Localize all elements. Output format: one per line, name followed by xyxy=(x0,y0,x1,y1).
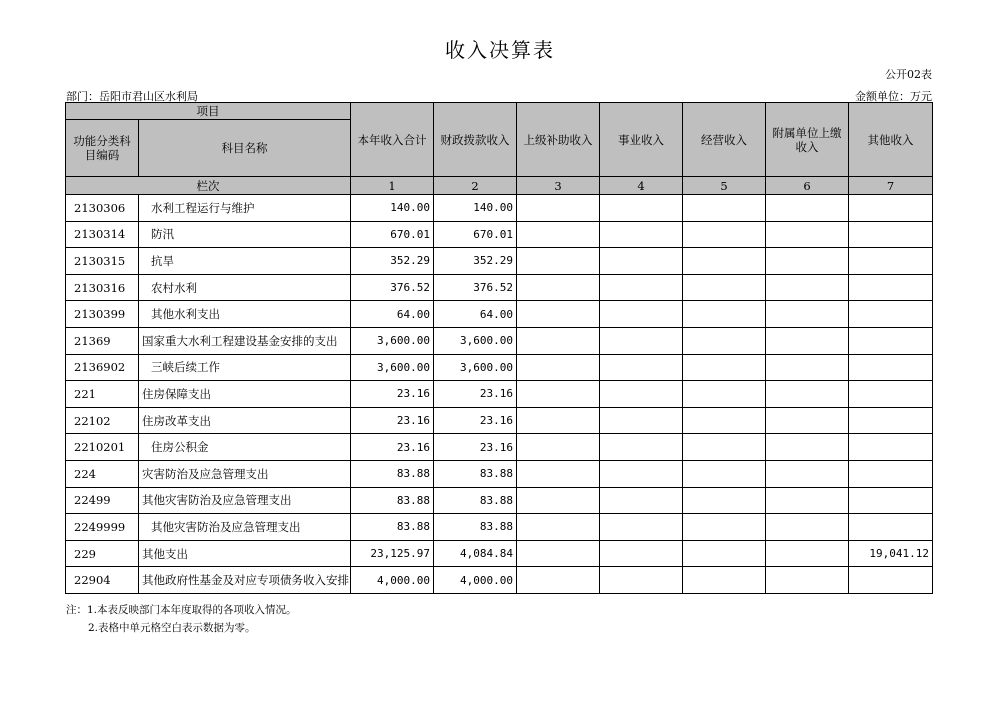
cell-value: 670.01 xyxy=(434,221,517,248)
cell-value xyxy=(849,221,933,248)
cell-value xyxy=(683,354,766,381)
cell-code: 2130314 xyxy=(66,221,139,248)
table-notes xyxy=(66,601,297,637)
cell-code: 2249999 xyxy=(66,514,139,541)
cell-code: 224 xyxy=(66,460,139,487)
cell-value xyxy=(517,327,600,354)
cell-value xyxy=(849,381,933,408)
col-num: 1 xyxy=(351,177,434,195)
cell-value xyxy=(683,487,766,514)
cell-name: 住房公积金 xyxy=(139,434,351,461)
cell-value xyxy=(766,381,849,408)
table-row xyxy=(66,434,933,461)
cell-value xyxy=(683,327,766,354)
cell-value: 3,600.00 xyxy=(351,327,434,354)
cell-code: 2130316 xyxy=(66,274,139,301)
cell-value xyxy=(849,327,933,354)
col-num: 3 xyxy=(517,177,600,195)
table-row xyxy=(66,301,933,328)
cell-value: 352.29 xyxy=(351,248,434,275)
cell-value xyxy=(517,301,600,328)
cell-value xyxy=(683,540,766,567)
table-row xyxy=(66,274,933,301)
income-table xyxy=(65,102,933,594)
cell-name: 农村水利 xyxy=(139,274,351,301)
cell-value: 64.00 xyxy=(351,301,434,328)
cell-value xyxy=(600,460,683,487)
table-row xyxy=(66,221,933,248)
cell-value xyxy=(766,434,849,461)
cell-name: 其他灾害防治及应急管理支出 xyxy=(139,487,351,514)
cell-value xyxy=(600,274,683,301)
cell-value: 23.16 xyxy=(434,381,517,408)
table-row xyxy=(66,248,933,275)
header-item: 项目 xyxy=(66,103,351,120)
cell-value xyxy=(517,248,600,275)
cell-value xyxy=(766,327,849,354)
cell-value: 23.16 xyxy=(434,434,517,461)
cell-code: 22499 xyxy=(66,487,139,514)
cell-value: 23.16 xyxy=(351,434,434,461)
cell-value xyxy=(600,540,683,567)
cell-value xyxy=(600,514,683,541)
cell-value xyxy=(517,460,600,487)
cell-value xyxy=(600,407,683,434)
report-title: 收入决算表 xyxy=(445,38,555,62)
cell-value: 23.16 xyxy=(434,407,517,434)
header-name: 科目名称 xyxy=(139,120,351,177)
cell-value xyxy=(517,354,600,381)
cell-value: 140.00 xyxy=(434,195,517,222)
cell-value: 83.88 xyxy=(351,514,434,541)
cell-value: 4,000.00 xyxy=(434,567,517,594)
cell-value: 23.16 xyxy=(351,407,434,434)
cell-value xyxy=(600,301,683,328)
cell-value xyxy=(683,434,766,461)
amount-unit-label: 金额单位：万元 xyxy=(855,90,932,103)
cell-value: 19,041.12 xyxy=(849,540,933,567)
col-num: 4 xyxy=(600,177,683,195)
cell-value: 83.88 xyxy=(351,460,434,487)
cell-value xyxy=(766,301,849,328)
cell-value: 23,125.97 xyxy=(351,540,434,567)
table-row xyxy=(66,195,933,222)
cell-value xyxy=(849,274,933,301)
cell-value xyxy=(849,407,933,434)
header-col-7: 其他收入 xyxy=(849,103,933,177)
cell-value xyxy=(683,514,766,541)
cell-value xyxy=(683,460,766,487)
table-row xyxy=(66,407,933,434)
cell-value: 376.52 xyxy=(434,274,517,301)
cell-value: 4,084.84 xyxy=(434,540,517,567)
cell-value xyxy=(849,354,933,381)
cell-value xyxy=(766,567,849,594)
cell-value xyxy=(766,274,849,301)
header-col-4: 事业收入 xyxy=(600,103,683,177)
cell-value: 3,600.00 xyxy=(434,327,517,354)
cell-name: 防汛 xyxy=(139,221,351,248)
cell-value xyxy=(849,434,933,461)
cell-value xyxy=(517,407,600,434)
header-col-3: 上级补助收入 xyxy=(517,103,600,177)
cell-code: 2136902 xyxy=(66,354,139,381)
cell-code: 2130315 xyxy=(66,248,139,275)
cell-value xyxy=(766,221,849,248)
cell-name: 住房改革支出 xyxy=(139,407,351,434)
cell-name: 其他灾害防治及应急管理支出 xyxy=(139,514,351,541)
cell-value xyxy=(683,195,766,222)
cell-value xyxy=(517,487,600,514)
cell-code: 229 xyxy=(66,540,139,567)
cell-name: 抗旱 xyxy=(139,248,351,275)
header-col-2: 财政拨款收入 xyxy=(434,103,517,177)
table-row xyxy=(66,487,933,514)
cell-value xyxy=(683,407,766,434)
cell-value xyxy=(849,567,933,594)
header-col-index: 栏次 xyxy=(66,177,351,195)
cell-value xyxy=(849,248,933,275)
cell-value xyxy=(517,195,600,222)
col-num: 6 xyxy=(766,177,849,195)
header-col-6: 附属单位上缴收入 xyxy=(766,103,849,177)
header-col-1: 本年收入合计 xyxy=(351,103,434,177)
cell-code: 221 xyxy=(66,381,139,408)
cell-name: 住房保障支出 xyxy=(139,381,351,408)
col-num: 7 xyxy=(849,177,933,195)
cell-value xyxy=(766,248,849,275)
cell-value xyxy=(683,248,766,275)
cell-value xyxy=(600,354,683,381)
cell-value xyxy=(600,487,683,514)
cell-code: 2130306 xyxy=(66,195,139,222)
cell-value: 83.88 xyxy=(351,487,434,514)
cell-name: 其他水利支出 xyxy=(139,301,351,328)
cell-value xyxy=(600,327,683,354)
cell-value xyxy=(849,301,933,328)
cell-value xyxy=(766,540,849,567)
cell-value: 83.88 xyxy=(434,487,517,514)
table-row xyxy=(66,540,933,567)
cell-value xyxy=(517,221,600,248)
cell-code: 22102 xyxy=(66,407,139,434)
cell-value xyxy=(766,460,849,487)
cell-value xyxy=(766,487,849,514)
cell-value xyxy=(517,514,600,541)
cell-name: 灾害防治及应急管理支出 xyxy=(139,460,351,487)
table-row xyxy=(66,567,933,594)
cell-name: 国家重大水利工程建设基金安排的支出 xyxy=(139,327,351,354)
cell-value xyxy=(600,195,683,222)
cell-value: 3,600.00 xyxy=(351,354,434,381)
cell-value xyxy=(849,460,933,487)
cell-value: 352.29 xyxy=(434,248,517,275)
cell-value xyxy=(517,274,600,301)
form-number: 公开02表 xyxy=(885,68,932,81)
cell-value: 4,000.00 xyxy=(351,567,434,594)
header-col-5: 经营收入 xyxy=(683,103,766,177)
department-label: 部门：岳阳市君山区水利局 xyxy=(66,90,198,103)
cell-value xyxy=(766,354,849,381)
cell-value xyxy=(683,274,766,301)
cell-value xyxy=(849,487,933,514)
cell-value: 3,600.00 xyxy=(434,354,517,381)
cell-value xyxy=(766,407,849,434)
cell-value xyxy=(849,514,933,541)
cell-value: 376.52 xyxy=(351,274,434,301)
cell-value xyxy=(517,381,600,408)
cell-value xyxy=(683,567,766,594)
cell-value xyxy=(600,567,683,594)
table-row xyxy=(66,514,933,541)
cell-code: 2210201 xyxy=(66,434,139,461)
cell-value xyxy=(600,381,683,408)
cell-value: 670.01 xyxy=(351,221,434,248)
col-num: 2 xyxy=(434,177,517,195)
cell-value xyxy=(766,195,849,222)
cell-value: 83.88 xyxy=(434,514,517,541)
cell-value xyxy=(849,195,933,222)
table-row xyxy=(66,460,933,487)
col-num: 5 xyxy=(683,177,766,195)
table-row xyxy=(66,354,933,381)
cell-value xyxy=(600,221,683,248)
cell-name: 其他政府性基金及对应专项债务收入安排 xyxy=(139,567,351,594)
cell-value xyxy=(600,248,683,275)
cell-value: 140.00 xyxy=(351,195,434,222)
cell-name: 水利工程运行与维护 xyxy=(139,195,351,222)
table-row xyxy=(66,381,933,408)
cell-code: 22904 xyxy=(66,567,139,594)
cell-value: 83.88 xyxy=(434,460,517,487)
cell-code: 2130399 xyxy=(66,301,139,328)
cell-value xyxy=(766,514,849,541)
table-row xyxy=(66,327,933,354)
cell-name: 其他支出 xyxy=(139,540,351,567)
cell-value xyxy=(517,540,600,567)
cell-code: 21369 xyxy=(66,327,139,354)
cell-value: 23.16 xyxy=(351,381,434,408)
cell-value xyxy=(683,301,766,328)
cell-value xyxy=(600,434,683,461)
cell-value xyxy=(517,434,600,461)
header-code: 功能分类科目编码 xyxy=(66,120,139,177)
note-2: 2.表格中单元格空白表示数据为零。 xyxy=(88,622,256,634)
cell-name: 三峡后续工作 xyxy=(139,354,351,381)
cell-value xyxy=(683,381,766,408)
cell-value xyxy=(683,221,766,248)
note-1: 注：1.本表反映部门本年度取得的各项收入情况。 xyxy=(66,604,297,616)
cell-value: 64.00 xyxy=(434,301,517,328)
cell-value xyxy=(517,567,600,594)
